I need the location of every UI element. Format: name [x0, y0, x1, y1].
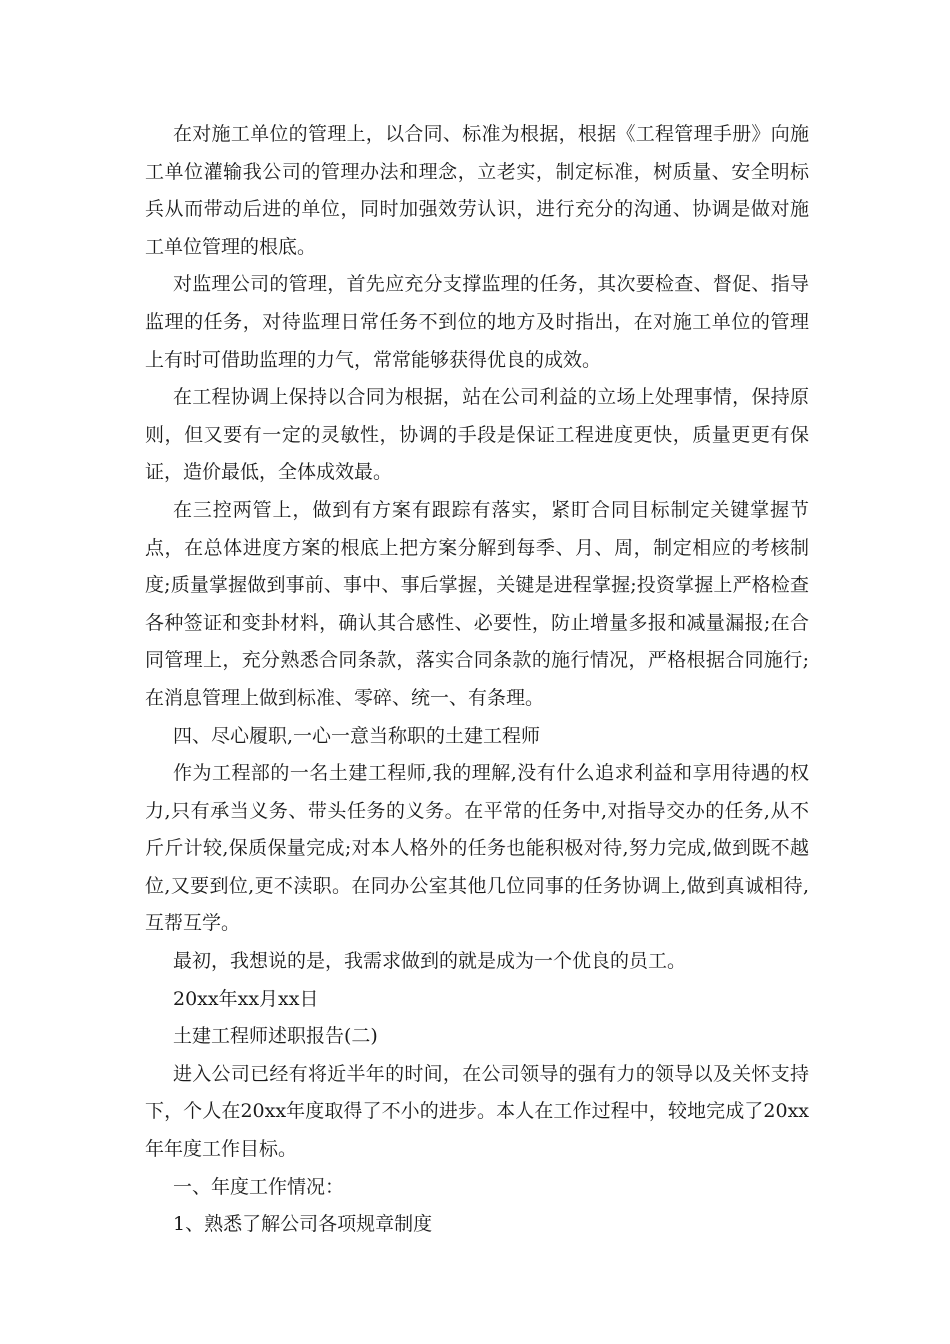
section-one-heading: 一、年度工作情况： [173, 1175, 345, 1198]
paragraph-three-controls: 在三控两管上，做到有方案有跟踪有落实，紧盯合同目标制定关键掌握节点，在总体进度方案的根底上把方案分解到每季、月、周，制定相应的考核制度;质量掌握做到事前、事中、事后掌握，关键是进程掌握;投资掌握上严格检查各种签证和变卦材料，确认其合感性、必要性，防止增量多报和减量漏报;在合同管理上，充分熟悉合同条款，落实合同条款的施行情况，严格根据合同施行;在消息管理上做到标准、零碎、统一、有条理。 [145, 498, 809, 709]
section-four-heading: 四、尽心履职,一心一意当称职的土建工程师 [173, 724, 541, 747]
paragraph-report-two-intro: 进入公司已经有将近半年的时间，在公司领导的强有力的领导以及关怀支持下，个人在20xx年度取得了不小的进步。本人在工作过程中，较地完成了20xx年年度工作目标。 [145, 1062, 809, 1161]
report-date: 20xx年xx月xx日 [173, 987, 319, 1010]
paragraph-supervision-management: 对监理公司的管理，首先应充分支撑监理的任务，其次要检查、督促、指导监理的任务，对待监理日常任务不到位的地方及时指出，在对施工单位的管理上有时可借助监理的力气，常常能够获得优良的成效。 [145, 273, 809, 371]
list-item: 1、熟悉了解公司各项规章制度 [173, 1213, 433, 1236]
report-two-title: 土建工程师述职报告(二) [173, 1025, 378, 1048]
paragraph-construction-management: 在对施工单位的管理上，以合同、标准为根据，根据《工程管理手册》向施工单位灌输我公司的管理办法和理念，立老实，制定标准，树质量、安全明标兵从而带动后进的单位，同时加强效劳认识，进行充分的沟通、协调是做对施工单位管理的根底。 [145, 123, 809, 258]
paragraph-section-four: 作为工程部的一名土建工程师,我的理解,没有什么追求利益和享用待遇的权力,只有承当义务、带头任务的义务。在平常的任务中,对指导交办的任务,从不斤斤计较,保质保量完成;对本人格外的任务也能积极对待,努力完成,做到既不越位,又要到位,更不渎职。在同办公室其他几位同事的任务协调上,做到真诚相待,互帮互学。 [145, 762, 809, 935]
document-page [145, 116, 809, 1244]
paragraph-project-coordination: 在工程协调上保持以合同为根据，站在公司利益的立场上处理事情，保持原则，但又要有一定的灵敏性，协调的手段是保证工程进度更快，质量更更有保证，造价最低，全体成效最。 [145, 386, 809, 484]
closing-statement: 最初，我想说的是，我需求做到的就是成为一个优良的员工。 [173, 950, 687, 973]
